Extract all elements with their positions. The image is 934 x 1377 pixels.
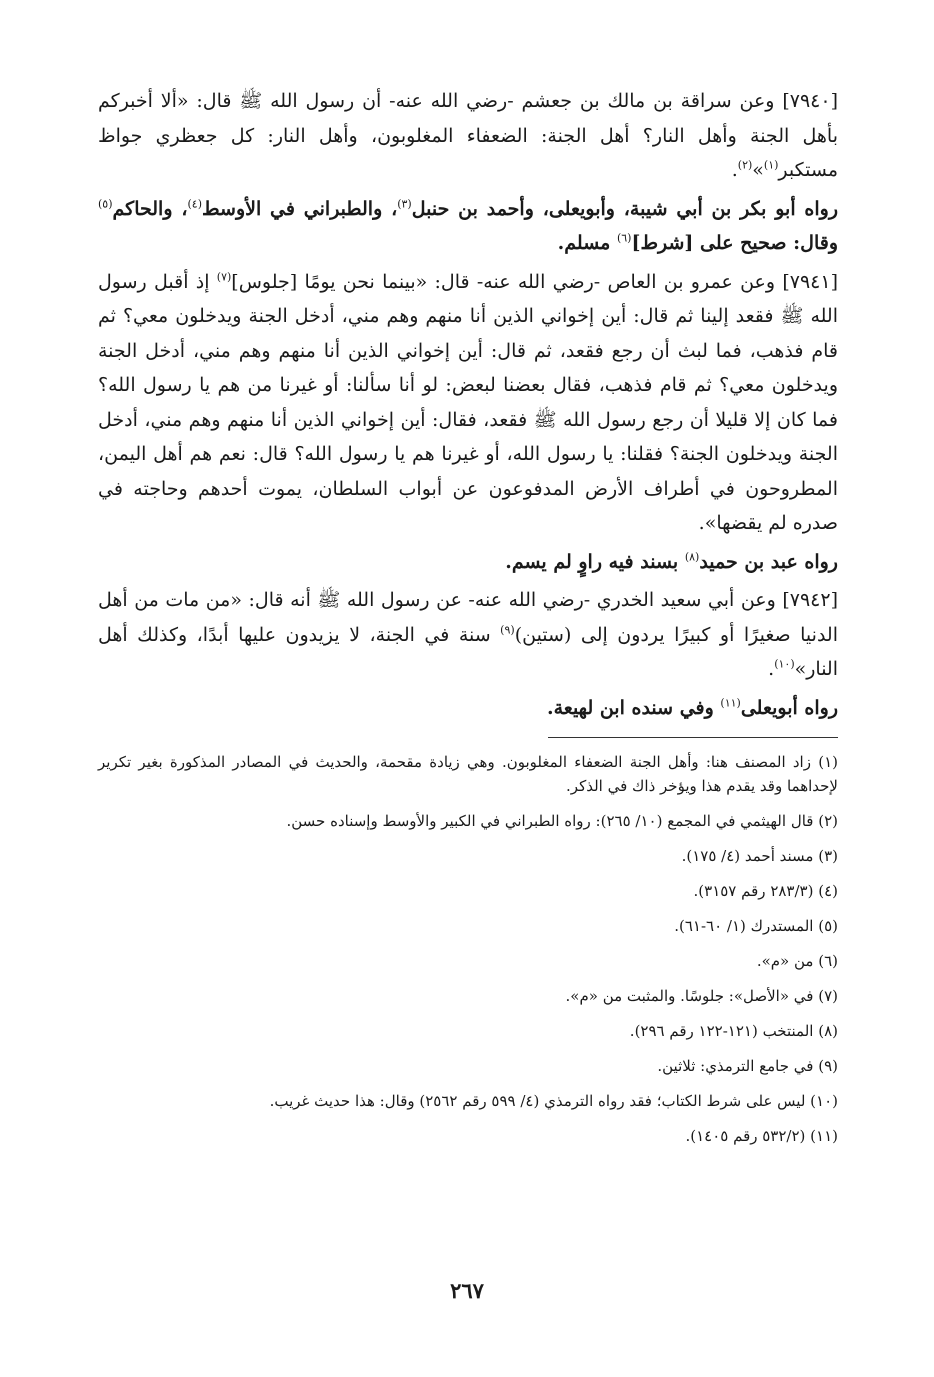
grading-text: رواه أبويعلى — [740, 696, 838, 719]
footnote: (٥) المستدرك (١/ ٦٠-٦١). — [674, 917, 838, 935]
grading-text: مسلم. — [557, 232, 617, 254]
footnote-ref: (٦) — [616, 231, 632, 245]
hadith-7941 — [98, 265, 838, 541]
hadith-grading — [98, 691, 838, 726]
footnote: (٤) (٢٨٣/٣ رقم ٣١٥٧). — [693, 882, 838, 900]
grading-text: وفي سنده ابن لهيعة. — [546, 696, 721, 719]
footnote-ref: (٥) — [98, 197, 113, 211]
footnote-divider — [548, 737, 838, 738]
footnotes — [98, 750, 838, 1148]
hadith-text: وعن أبي سعيد الخدري -رضي الله عنه- عن رسول الله ﷺ أنه قال: «من مات من أهل الدنيا صغيرًا أو كبيرًا يردون إلى (ستين) — [98, 589, 838, 646]
hadith-text: سنة في الجنة، لا يزيدون عليها أبدًا، وكذلك أهل النار» — [98, 623, 838, 680]
footnote-ref: (٧) — [216, 270, 232, 284]
footnote-ref: (٨) — [684, 550, 700, 564]
grading-text: رواه أبو بكر بن أبي شيبة، وأبويعلى، وأحمد بن حنبل — [411, 197, 839, 220]
footnote-ref: (٤) — [187, 197, 202, 211]
hadith-text: . — [768, 658, 775, 680]
grading-text: رواه عبد بن حميد — [699, 550, 838, 573]
footnote-ref: (١٠) — [774, 657, 795, 671]
footnote: (٩) في جامع الترمذي: ثلاثين. — [657, 1057, 838, 1075]
hadith-text: » — [752, 159, 764, 181]
footnote-ref: (١) — [763, 158, 779, 172]
hadith-grading — [98, 545, 838, 580]
grading-text: ، والحاكم — [112, 197, 188, 220]
page-number: ٢٦٧ — [450, 1278, 484, 1303]
hadith-text: وعن عمرو بن العاص -رضي الله عنه- قال: «بينما نحن يومًا [جلوس] — [231, 270, 776, 293]
hadith-text: وعن سراقة بن مالك بن جعشم -رضي الله عنه- أن رسول الله ﷺ قال: «ألا أخبركم بأهل الجنة وأهل النار؟ أهل الجنة: الضعفاء المغلوبون، وأهل النار: كل جعظري جواظ مستكبر — [98, 90, 838, 181]
hadith-number: [٧٩٤١] — [782, 270, 838, 293]
footnote: (٢) قال الهيثمي في المجمع (١٠/ ٢٦٥): رواه الطبراني في الكبير والأوسط وإسناده حسن. — [286, 812, 838, 830]
grading-text: بسند فيه راوٍ لم يسم. — [505, 550, 685, 573]
hadith-text: إذ أقبل رسول الله ﷺ فقعد إلينا ثم قال: أين إخواني الذين أنا منهم وهم مني، أدخل الجنة ويدخلون معي؟ ثم قام فذهب، فما لبث أن رجع فقعد، ثم قال: أين إخواني الذين أنا منهم وهم مني، أدخل الجنة ويدخلون معي؟ ثم قام فذهب، فقال بعضنا لبعض: لو أنا سألنا: أو غيرنا من هم يا رسول الله؟ فما كان إلا قليلا أن رجع رسول الله ﷺ فقعد، فقال: أين إخواني الذين أنا منهم وهم مني، أدخل الجنة ويدخلون الجنة؟ فقلنا: يا رسول الله، أو غيرنا هم يا رسول الله؟ قال: نعم هم أهل اليمن، المطروحون في أطراف الأرض المدفوعون عن أبواب السلطان، يموت أحدهم وحاجته في صدره لم يقضها». — [98, 270, 838, 534]
hadith-7942 — [98, 583, 838, 687]
grading-text: وقال: صحيح على [شرط] — [631, 232, 838, 254]
hadith-number: [٧٩٤٢] — [782, 589, 838, 611]
footnote: (٦) من «م». — [756, 952, 838, 970]
footnote: (١) زاد المصنف هنا: وأهل الجنة الضعفاء المغلوبون. وهي زيادة مقحمة، والحديث في المصادر المذكورة بغير تكرير لإحداهما وقد يقدم هذا ويؤخر ذاك في الذكر. — [98, 753, 838, 795]
hadith-7940 — [98, 84, 838, 188]
footnote: (١١) (٥٣٢/٢ رقم ١٤٠٥). — [685, 1127, 838, 1145]
footnote: (١٠) ليس على شرط الكتاب؛ فقد رواه الترمذي (٤/ ٥٩٩ رقم ٢٥٦٢) وقال: هذا حديث غريب. — [269, 1092, 838, 1110]
footnote-ref: (١١) — [720, 696, 741, 710]
footnote-ref: (٩) — [500, 623, 515, 637]
hadith-grading — [98, 192, 838, 261]
footnote-ref: (٢) — [737, 158, 753, 172]
hadith-number: [٧٩٤٠] — [782, 90, 838, 112]
page-content — [98, 84, 838, 1159]
footnote: (٣) مسند أحمد (٤/ ١٧٥). — [681, 847, 838, 865]
footnote: (٨) المنتخب (١٢١-١٢٢ رقم ٢٩٦). — [629, 1022, 838, 1040]
grading-text: ، والطبراني في الأوسط — [201, 197, 398, 220]
hadith-text: . — [731, 159, 738, 181]
footnote-ref: (٣) — [397, 197, 412, 211]
footnote: (٧) في «الأصل»: جلوسًا. والمثبت من «م». — [565, 987, 838, 1005]
